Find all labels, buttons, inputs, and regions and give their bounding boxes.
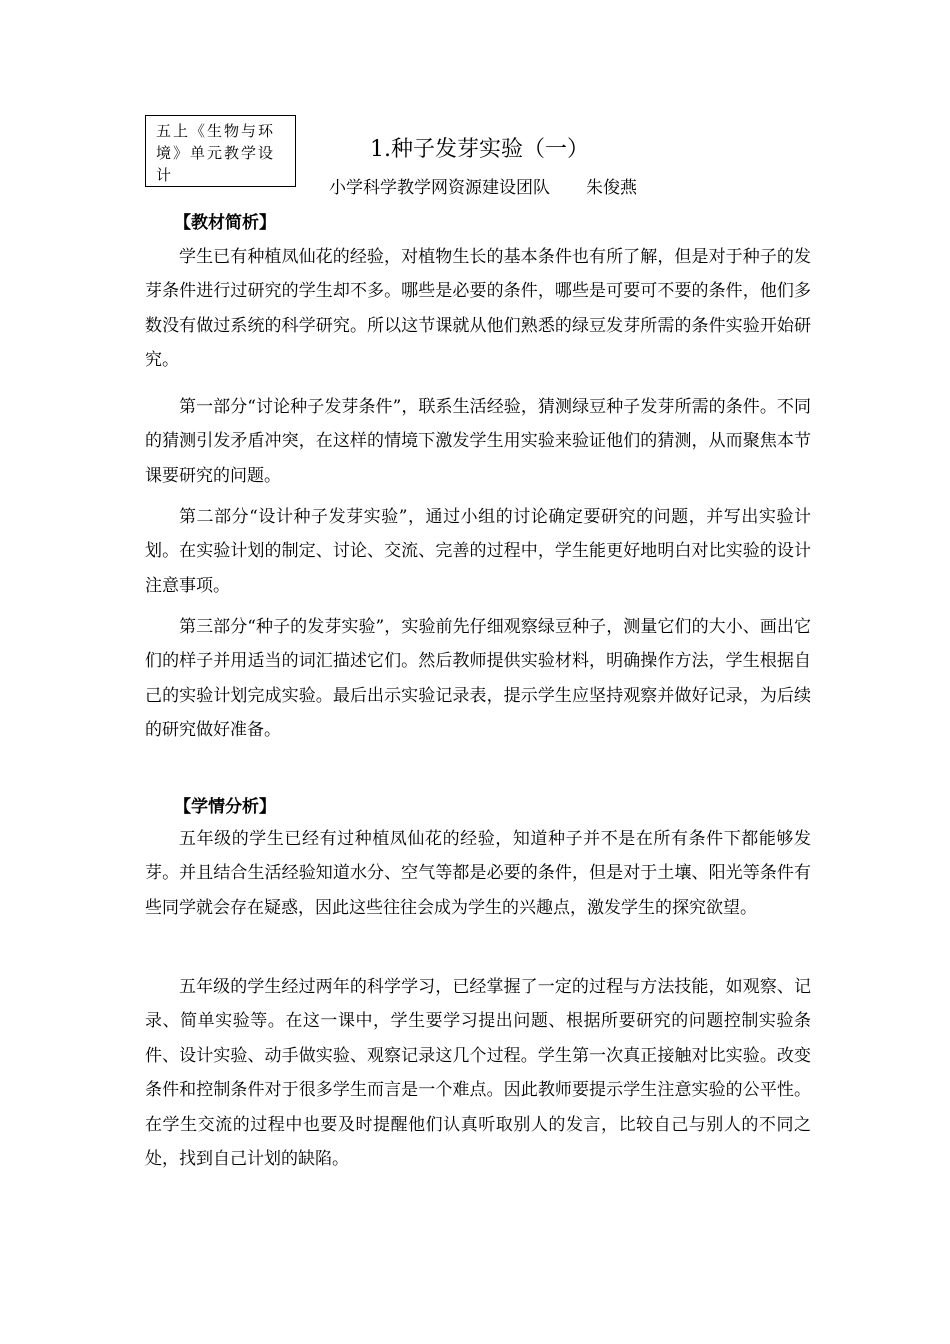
paragraph: 五年级的学生经过两年的科学学习，已经掌握了一定的过程与方法技能，如观察、记录、简单实验等。在这一课中，学生要学习提出问题、根据所要研究的问题控制实验条件、设计实验、动手做实验、观察记录这几个过程。学生第一次真正接触对比实验。改变条件和控制条件对于很多学生而言是一个难点。因此教师要提示学生注意实验的公平性。在学生交流的过程中也要及时提醒他们认真听取别人的发言，比较自己与别人的不同之处，找到自己计划的缺陷。 <box>145 977 811 1170</box>
author-team: 小学科学教学网资源建设团队 <box>329 178 550 198</box>
document-title: 1.种子发芽实验（一） <box>370 137 589 162</box>
paragraph: 第二部分“设计种子发芽实验”，通过小组的讨论确定要研究的问题，并写出实验计划。在实验计划的制定、讨论、交流、完善的过程中，学生能更好地明白对比实验的设计注意事项。 <box>145 507 811 596</box>
section-heading-textbook-analysis: 【教材简析】 <box>174 213 276 233</box>
author-name: 朱俊燕 <box>586 178 637 198</box>
section-heading-learner-analysis: 【学情分析】 <box>174 797 276 817</box>
paragraph: 第三部分“种子的发芽实验”，实验前先仔细观察绿豆种子，测量它们的大小、画出它们的样子并用适当的词汇描述它们。然后教师提供实验材料，明确操作方法，学生根据自己的实验计划完成实验。最后出示实验记录表，提示学生应坚持观察并做好记录，为后续的研究做好准备。 <box>145 617 811 741</box>
paragraph: 第一部分“讨论种子发芽条件”，联系生活经验，猜测绿豆种子发芽所需的条件。不同的猜测引发矛盾冲突，在这样的情境下激发学生用实验来验证他们的猜测，从而聚焦本节课要研究的问题。 <box>145 397 811 486</box>
unit-label-box: 五上《生物与环境》单元教学设计 <box>145 115 296 187</box>
author-line <box>329 175 637 201</box>
paragraph: 五年级的学生已经有过种植凤仙花的经验，知道种子并不是在所有条件下都能够发芽。并且结合生活经验知道水分、空气等都是必要的条件，但是对于土壤、阳光等条件有些同学就会存在疑惑，因此这些往往会成为学生的兴趣点，激发学生的探究欲望。 <box>145 829 811 918</box>
paragraph: 学生已有种植凤仙花的经验，对植物生长的基本条件也有所了解，但是对于种子的发芽条件进行过研究的学生却不多。哪些是必要的条件，哪些是可要可不要的条件，他们多数没有做过系统的科学研究。所以这节课就从他们熟悉的绿豆发芽所需的条件实验开始研究。 <box>145 247 811 371</box>
